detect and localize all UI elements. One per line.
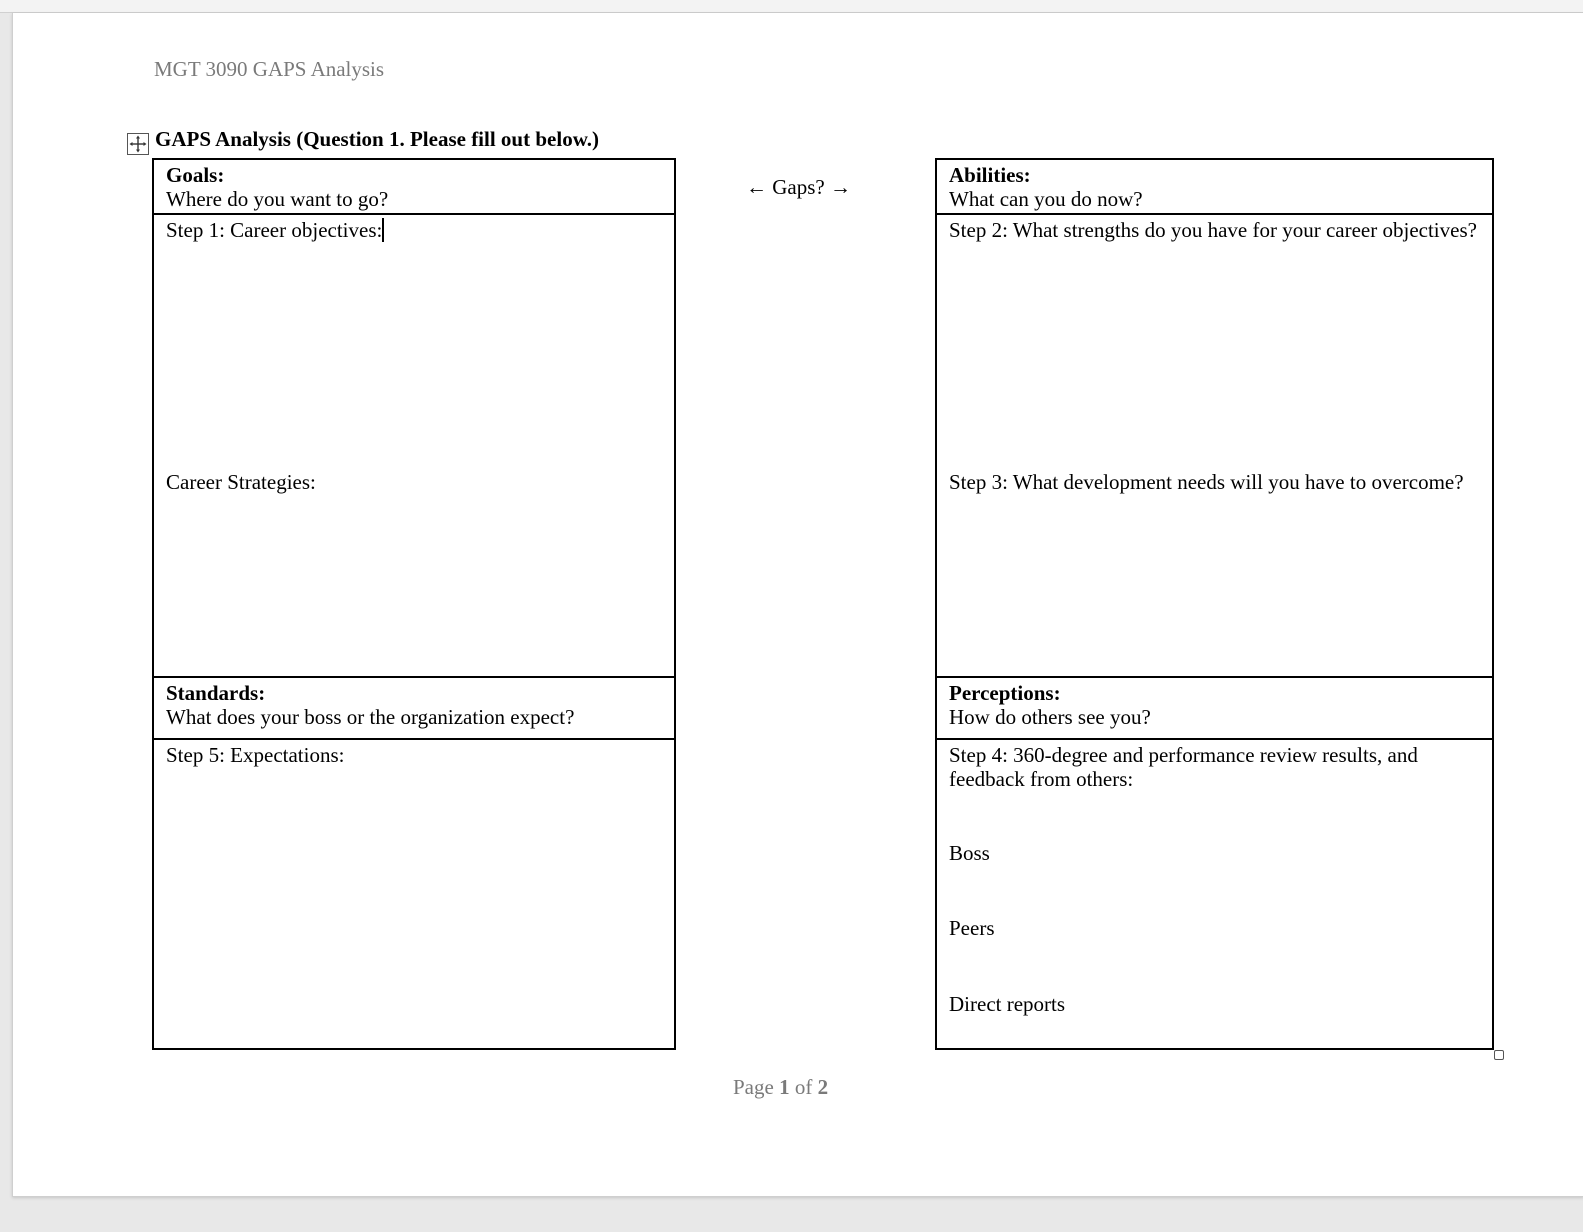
standards-body-cell[interactable] [154, 740, 674, 1048]
table-move-handle-icon[interactable] [127, 133, 149, 155]
boss-label: Boss [949, 841, 990, 865]
current-page: 1 [779, 1075, 790, 1099]
step4-label: Step 4: 360-degree and performance review results, and feedback from others: [949, 743, 1418, 791]
step5-label: Step 5: Expectations: [166, 743, 345, 767]
window-top-strip [0, 0, 1583, 13]
perceptions-body-cell[interactable] [937, 740, 1492, 1048]
peers-label: Peers [949, 916, 995, 940]
career-strategies-label: Career Strategies: [166, 470, 316, 494]
page-word: Page [733, 1075, 774, 1099]
page-number [733, 1075, 828, 1100]
right-table-column [935, 158, 1494, 1050]
gaps-label: ← Gaps? → [746, 175, 851, 199]
goals-header-cell[interactable] [154, 160, 674, 215]
document-header: MGT 3090 GAPS Analysis [154, 57, 385, 81]
abilities-question: What can you do now? [949, 187, 1143, 211]
document-page[interactable] [12, 13, 1583, 1197]
standards-heading: Standards: [166, 681, 266, 705]
direct-reports-label: Direct reports [949, 992, 1066, 1016]
abilities-header-cell[interactable] [937, 160, 1492, 215]
perceptions-heading: Perceptions: [949, 681, 1061, 705]
goals-body-cell[interactable] [154, 215, 674, 678]
goals-heading: Goals: [166, 163, 225, 187]
standards-header-cell[interactable] [154, 678, 674, 740]
goals-question: Where do you want to go? [166, 187, 389, 211]
perceptions-header-cell[interactable] [937, 678, 1492, 740]
abilities-heading: Abilities: [949, 163, 1031, 187]
perceptions-question: How do others see you? [949, 705, 1151, 729]
step2-label: Step 2: What strengths do you have for your career objectives? [949, 218, 1477, 242]
standards-question: What does your boss or the organization expect? [166, 705, 575, 729]
of-word: of [794, 1075, 813, 1099]
table-title: GAPS Analysis (Question 1. Please fill out below.) [155, 127, 599, 151]
text-cursor [382, 218, 384, 242]
total-pages: 2 [817, 1075, 829, 1099]
left-table-column [152, 158, 676, 1050]
step1-label: Step 1: Career objectives: [166, 218, 383, 242]
abilities-body-cell[interactable] [937, 215, 1492, 678]
table-resize-handle[interactable] [1494, 1050, 1504, 1060]
step3-label: Step 3: What development needs will you have to overcome? [949, 470, 1464, 494]
